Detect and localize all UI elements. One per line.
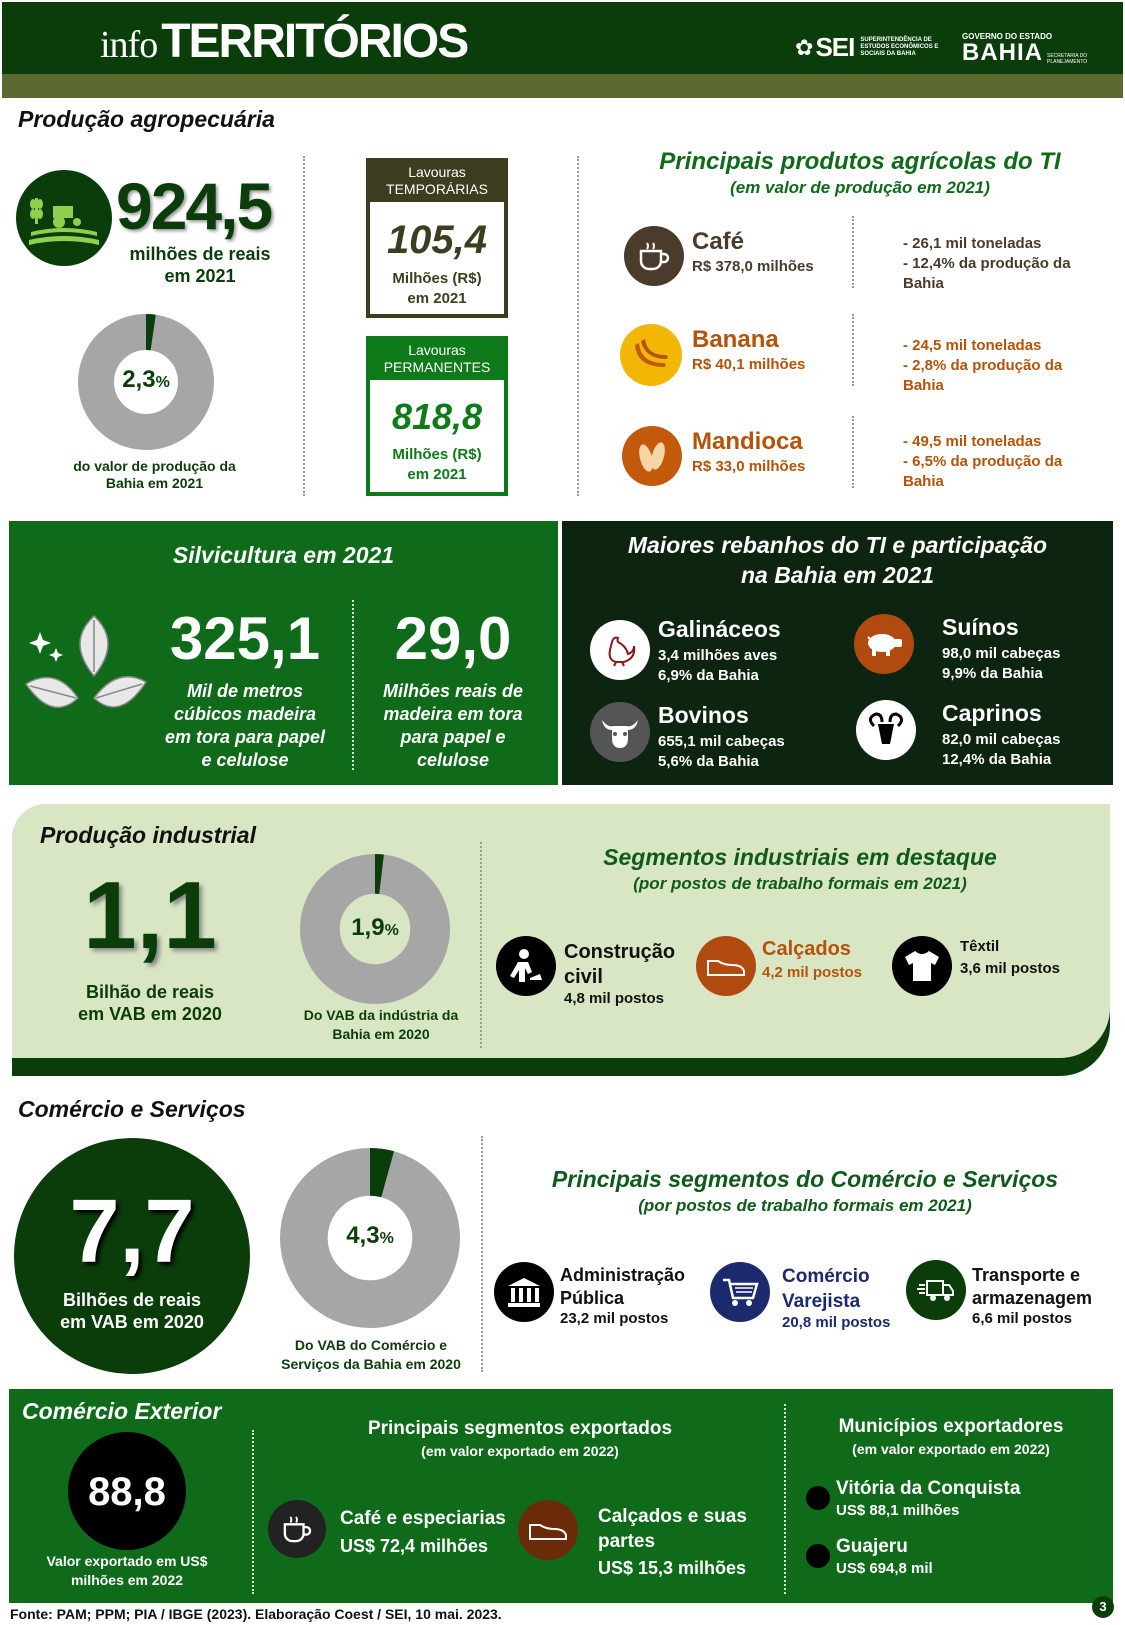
rebanho-detail-galinaceos bbox=[658, 646, 777, 686]
temp-year: em 2021 bbox=[407, 290, 467, 307]
municipio-value: US$ 88,1 milhões bbox=[836, 1502, 960, 1519]
coffee-cup-icon bbox=[268, 1500, 326, 1558]
exterior-caption bbox=[22, 1552, 232, 1590]
segment-name-line: Varejista bbox=[782, 1291, 861, 1312]
product-name-mandioca: Mandioca bbox=[692, 428, 803, 455]
comercio-share-value: 4,3 bbox=[346, 1222, 380, 1249]
agro-total-year: em 2021 bbox=[164, 266, 236, 286]
product-detail-line: - 2,8% da produção da bbox=[903, 357, 1063, 374]
page-number: 3 bbox=[1092, 1596, 1114, 1618]
rebanho-detail-line: 5,6% da Bahia bbox=[658, 753, 759, 770]
export-seg1-name: Café e especiarias bbox=[340, 1508, 506, 1529]
caption-line: Mil de metros bbox=[186, 681, 304, 701]
comercio-seg-subtitle: (por postos de trabalho formais em 2021) bbox=[638, 1196, 972, 1215]
caption-line: e celulose bbox=[201, 750, 289, 770]
caption-line: Bahia em 2020 bbox=[332, 1026, 430, 1042]
rebanho-detail-line: 9,9% da Bahia bbox=[942, 665, 1043, 682]
caption-line: Milhões reais de bbox=[382, 681, 524, 701]
comercio-seg-title: Principais segmentos do Comércio e Serviços bbox=[551, 1166, 1059, 1192]
product-detail-line: Bahia bbox=[903, 473, 944, 490]
truck-icon bbox=[906, 1260, 966, 1320]
export-seg2-name bbox=[598, 1504, 747, 1554]
product-detail-line: Bahia bbox=[903, 377, 944, 394]
gov-logo bbox=[962, 32, 1089, 65]
caption-line: Serviços da Bahia em 2020 bbox=[281, 1356, 461, 1372]
caption-line: em tora para papel bbox=[164, 727, 326, 747]
product-detail-line: - 6,5% da produção da bbox=[903, 453, 1063, 470]
product-name-banana: Banana bbox=[692, 326, 779, 353]
segment-name-line: Administração bbox=[560, 1265, 686, 1285]
rebanho-detail-bovinos bbox=[658, 732, 785, 772]
caption-line: para papel e bbox=[400, 727, 506, 747]
leaves-icon bbox=[22, 612, 152, 740]
segment-name-varejista bbox=[782, 1264, 870, 1314]
industria-share-donut bbox=[298, 852, 452, 1006]
segment-name-line: armazenagem bbox=[972, 1288, 1093, 1308]
product-detail-line: - 26,1 mil toneladas bbox=[903, 235, 1042, 252]
product-detail-line: - 24,5 mil toneladas bbox=[903, 337, 1042, 354]
industria-share-value: 1,9 bbox=[351, 914, 385, 941]
segment-name-administracao bbox=[560, 1264, 685, 1310]
sei-sub: SUPERINTENDÊNCIA DE ESTUDOS ECONÔMICOS E SOCIAIS DA BAHIA bbox=[860, 37, 939, 57]
product-name-cafe: Café bbox=[692, 228, 745, 255]
rebanho-name-suinos: Suínos bbox=[942, 614, 1019, 640]
industria-share-caption bbox=[290, 1006, 472, 1044]
bull-icon bbox=[590, 702, 650, 762]
rebanho-detail-line: 82,0 mil cabeças bbox=[942, 731, 1061, 748]
caption-line: Do VAB da indústria da bbox=[303, 1007, 459, 1023]
shoe-icon bbox=[518, 1500, 578, 1560]
agro-share-value: 2,3 bbox=[122, 366, 156, 393]
agro-share-pct: % bbox=[155, 374, 170, 391]
divider bbox=[852, 314, 854, 386]
segment-name-line: civil bbox=[564, 966, 603, 988]
donut-share-slice bbox=[370, 1172, 388, 1174]
export-seg1-value: US$ 72,4 milhões bbox=[340, 1536, 489, 1556]
silvi-value-1: 325,1 bbox=[169, 605, 321, 672]
caption-line: madeira em tora bbox=[383, 704, 523, 724]
product-value-banana: R$ 40,1 milhões bbox=[692, 356, 806, 373]
segment-name-construcao bbox=[564, 940, 675, 990]
brand-prefix: info bbox=[100, 24, 158, 66]
comercio-share-pct: % bbox=[379, 1230, 394, 1247]
government-icon bbox=[494, 1262, 554, 1322]
segment-name-calcados: Calçados bbox=[762, 938, 851, 960]
silvi-value-2: 29,0 bbox=[394, 605, 512, 672]
municipio-bullet bbox=[806, 1486, 830, 1510]
municipio-value: US$ 694,8 mil bbox=[836, 1560, 933, 1577]
cassava-icon bbox=[622, 426, 682, 486]
perm-value: 818,8 bbox=[391, 396, 483, 437]
industria-value: 1,1 bbox=[83, 862, 217, 969]
segment-value-transporte: 6,6 mil postos bbox=[972, 1310, 1073, 1327]
industria-unit: Bilhão de reais bbox=[85, 982, 215, 1002]
segment-name-line: Pública bbox=[560, 1288, 625, 1308]
agro-share-donut bbox=[76, 312, 216, 452]
cart-icon bbox=[710, 1262, 770, 1322]
silvi-caption-2 bbox=[358, 680, 548, 772]
divider bbox=[852, 416, 854, 488]
sei-logo bbox=[795, 32, 942, 63]
rebanho-name-galinaceos: Galináceos bbox=[658, 616, 781, 642]
product-detail-banana bbox=[903, 336, 1062, 396]
industria-seg-subtitle: (por postos de trabalho formais em 2021) bbox=[633, 874, 967, 893]
industria-share-pct: % bbox=[384, 922, 399, 939]
rebanho-detail-line: 655,1 mil cabeças bbox=[658, 733, 785, 750]
brand-logo bbox=[100, 14, 467, 74]
divider bbox=[481, 1136, 483, 1372]
perm-label1: Lavouras bbox=[408, 342, 466, 358]
caption-line: celulose bbox=[416, 750, 490, 770]
divider bbox=[252, 1430, 254, 1594]
exterior-seg-subtitle: (em valor exportado em 2022) bbox=[421, 1443, 619, 1459]
comercio-share-donut bbox=[278, 1146, 462, 1330]
comercio-title: Comércio e Serviços bbox=[18, 1096, 246, 1122]
product-detail-cafe bbox=[903, 234, 1071, 294]
rebanho-detail-caprinos bbox=[942, 730, 1060, 770]
rebanhos-title bbox=[562, 530, 1113, 590]
segment-value-construcao: 4,8 mil postos bbox=[564, 990, 665, 1007]
exterior-title: Comércio Exterior bbox=[22, 1398, 222, 1424]
divider bbox=[852, 216, 854, 288]
product-detail-line: - 12,4% da produção da bbox=[903, 255, 1071, 272]
caption-line: milhões em 2022 bbox=[70, 1572, 184, 1588]
rebanhos-title-line: Maiores rebanhos do TI e participação bbox=[627, 532, 1048, 558]
municipio-bullet bbox=[806, 1544, 830, 1568]
perm-unit: Milhões (R$) bbox=[392, 446, 482, 463]
agro-title: Produção agropecuária bbox=[18, 106, 275, 132]
header-stripe bbox=[2, 74, 1123, 98]
municipio-name: Guajeru bbox=[836, 1536, 908, 1557]
temp-label2: TEMPORÁRIAS bbox=[386, 181, 488, 197]
comercio-value: 7,7 bbox=[69, 1182, 195, 1282]
divider bbox=[577, 156, 579, 496]
segment-name-line: partes bbox=[598, 1531, 656, 1552]
caption-line: Valor exportado em US$ bbox=[46, 1553, 208, 1569]
rebanho-detail-line: 3,4 milhões aves bbox=[658, 647, 778, 664]
agro-share-caption: do valor de produção da Bahia em 2021 bbox=[73, 458, 236, 491]
comercio-year: em VAB em 2020 bbox=[60, 1312, 204, 1332]
product-value-cafe: R$ 378,0 milhões bbox=[692, 258, 814, 275]
industria-title: Produção industrial bbox=[40, 822, 256, 848]
footer-source: Fonte: PAM; PPM; PIA / IBGE (2023). Elaboração Coest / SEI, 10 mai. 2023. bbox=[10, 1606, 502, 1622]
segment-name-line: Comércio bbox=[782, 1266, 870, 1287]
products-subtitle: (em valor de produção em 2021) bbox=[730, 178, 990, 197]
gov-main: BAHIA bbox=[962, 39, 1043, 66]
exterior-value: 88,8 bbox=[88, 1470, 166, 1514]
silvi-title: Silvicultura em 2021 bbox=[172, 542, 395, 568]
chicken-icon bbox=[590, 620, 650, 680]
divider bbox=[352, 600, 354, 770]
industria-seg-title: Segmentos industriais em destaque bbox=[603, 844, 997, 870]
segment-name-line: Calçados e suas bbox=[598, 1506, 747, 1527]
comercio-unit: Bilhões de reais bbox=[62, 1290, 202, 1310]
divider bbox=[303, 156, 305, 496]
segment-value-administracao: 23,2 mil postos bbox=[560, 1310, 669, 1327]
banana-icon bbox=[620, 324, 682, 386]
segment-name-textil: Têxtil bbox=[960, 938, 1000, 955]
brand-main: TERRITÓRIOS bbox=[161, 15, 468, 68]
industria-year: em VAB em 2020 bbox=[78, 1004, 222, 1024]
tshirt-icon bbox=[892, 936, 952, 996]
sei-leaf-icon: ✿ bbox=[795, 34, 814, 60]
donut-share-slice bbox=[146, 332, 153, 333]
gov-sub: SECRETARIA DO PLANEJAMENTO bbox=[1047, 53, 1088, 65]
pig-icon bbox=[854, 614, 914, 674]
caption-line: Do VAB do Comércio e bbox=[294, 1337, 448, 1353]
farm-icon bbox=[16, 170, 112, 266]
rebanho-detail-line: 98,0 mil cabeças bbox=[942, 645, 1061, 662]
rebanhos-title-line: na Bahia em 2021 bbox=[740, 562, 935, 588]
rebanho-detail-line: 12,4% da Bahia bbox=[942, 751, 1052, 768]
construction-icon bbox=[496, 936, 556, 996]
divider bbox=[480, 842, 482, 1048]
perm-year: em 2021 bbox=[407, 466, 467, 483]
perm-label2: PERMANENTES bbox=[383, 359, 491, 375]
segment-value-varejista: 20,8 mil postos bbox=[782, 1314, 891, 1331]
temp-value-text: 105,4 bbox=[386, 218, 488, 262]
silvi-caption-1 bbox=[150, 680, 340, 772]
goat-icon bbox=[856, 700, 916, 760]
segment-name-line: Construção bbox=[564, 941, 676, 963]
product-detail-line: - 49,5 mil toneladas bbox=[903, 433, 1042, 450]
segment-name-transporte bbox=[972, 1264, 1092, 1310]
municipio-name: Vitória da Conquista bbox=[836, 1478, 1021, 1499]
rebanho-name-caprinos: Caprinos bbox=[942, 700, 1042, 726]
product-value-mandioca: R$ 33,0 milhões bbox=[692, 458, 806, 475]
segment-value-textil: 3,6 mil postos bbox=[960, 960, 1061, 977]
temp-unit: Milhões (R$) bbox=[392, 270, 482, 287]
municipios-subtitle: (em valor exportado em 2022) bbox=[852, 1441, 1050, 1457]
exterior-seg-title: Principais segmentos exportados bbox=[367, 1418, 673, 1439]
rebanho-detail-suinos bbox=[942, 644, 1060, 684]
municipios-title: Municípios exportadores bbox=[838, 1416, 1064, 1437]
product-detail-line: Bahia bbox=[903, 275, 944, 292]
rebanho-name-bovinos: Bovinos bbox=[658, 702, 749, 728]
shoe-icon bbox=[696, 936, 756, 996]
agro-total-unit: milhões de reais bbox=[129, 244, 271, 264]
product-detail-mandioca bbox=[903, 432, 1062, 492]
gov-top: GOVERNO DO ESTADO bbox=[962, 32, 1053, 41]
temp-label1: Lavouras bbox=[408, 164, 466, 180]
caption-line: cúbicos madeira bbox=[173, 704, 317, 724]
sei-text: SEI bbox=[815, 32, 855, 62]
segment-value-calcados: 4,2 mil postos bbox=[762, 964, 863, 981]
products-title: Principais produtos agrícolas do TI bbox=[659, 148, 1061, 175]
divider bbox=[784, 1404, 786, 1594]
comercio-share-caption bbox=[266, 1336, 476, 1374]
coffee-icon bbox=[624, 226, 684, 286]
rebanho-detail-line: 6,9% da Bahia bbox=[658, 667, 759, 684]
agro-total-value: 924,5 bbox=[116, 169, 272, 243]
export-seg2-value: US$ 15,3 milhões bbox=[598, 1558, 747, 1578]
segment-name-line: Transporte e bbox=[972, 1265, 1081, 1285]
